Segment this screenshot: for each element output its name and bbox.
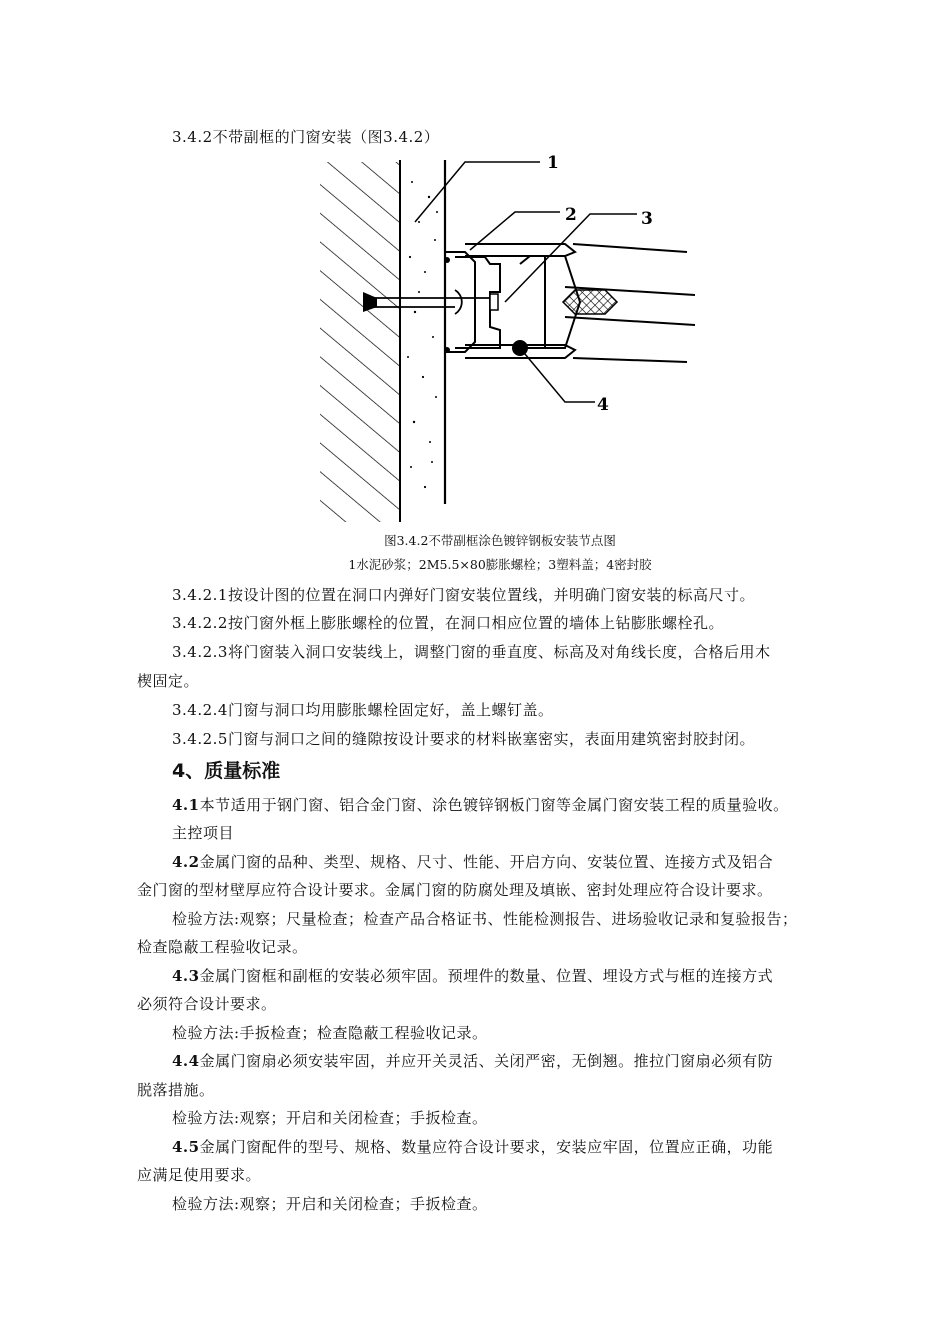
figure-legend: 1水泥砂浆；2M5.5×80膨胀螺栓；3塑料盖；4密封胶 <box>348 557 652 572</box>
para-41-text: 本节适用于钢门窗、铝合金门窗、涂色镀锌钢板门窗等金属门窗安装工程的质量验收。 <box>199 796 789 814</box>
para-43-line1: 金属门窗框和副框的安装必须牢固。预埋件的数量、位置、埋设方式与框的连接方式 <box>199 967 774 985</box>
para-44-line1: 金属门窗扇必须安装牢固，并应开关灵活、关闭严密，无倒翘。推拉门窗扇必须有防 <box>199 1052 774 1070</box>
figure-caption: 图3.4.2不带副框涂色镀锌钢板安装节点图 <box>384 533 616 548</box>
para-41-number: 4.1 <box>172 796 200 814</box>
para-45-line1: 金属门窗配件的型号、规格、数量应符合设计要求，安装应牢固，位置应正确，功能 <box>199 1138 774 1156</box>
para-42 <box>172 852 773 872</box>
callout-3: 3 <box>641 209 653 229</box>
sealant-dot-top <box>444 257 450 263</box>
sealant-dot-bottom <box>444 347 450 353</box>
bolt-cap <box>455 290 462 314</box>
step-3423-cont: 楔固定。 <box>137 672 200 690</box>
para-45 <box>172 1137 773 1157</box>
section-4-heading: 4、质量标准 <box>172 760 281 782</box>
step-3423: 3.4.2.3将门窗装入洞口安装线上，调整门窗的垂直度、标高及对角线长度，合格后用木 <box>172 643 771 661</box>
para-45-check: 检验方法:观察；开启和关闭检查；手扳检查。 <box>172 1195 488 1213</box>
callout-2: 2 <box>565 205 577 225</box>
para-42-check1: 检验方法:观察；尺量检查；检查产品合格证书、性能检测报告、进场验收记录和复验报告； <box>172 910 798 928</box>
para-45-number: 4.5 <box>172 1138 200 1156</box>
step-3425: 3.4.2.5门窗与洞口之间的缝隙按设计要求的材料嵌塞密实，表面用建筑密封胶封闭。 <box>172 730 755 748</box>
step-3422: 3.4.2.2按门窗外框上膨胀螺栓的位置，在洞口相应位置的墙体上钻膨胀螺栓孔。 <box>172 614 724 632</box>
para-45-line2: 应满足使用要求。 <box>137 1166 262 1184</box>
step-3424: 3.4.2.4门窗与洞口均用膨胀螺栓固定好，盖上螺钉盖。 <box>172 701 554 719</box>
mortar-dots <box>407 181 438 488</box>
para-42-check2: 检查隐蔽工程验收记录。 <box>137 938 308 956</box>
para-44-check: 检验方法:观察；开启和关闭检查；手扳检查。 <box>172 1109 488 1127</box>
glass-seal <box>563 290 617 314</box>
para-42-line1: 金属门窗的品种、类型、规格、尺寸、性能、开启方向、安装位置、连接方式及铝合 <box>199 853 774 871</box>
para-43-line2: 必须符合设计要求。 <box>137 995 277 1013</box>
para-43-number: 4.3 <box>172 967 200 985</box>
wall-hatch <box>320 162 400 522</box>
main-items-label: 主控项目 <box>172 824 235 842</box>
installation-node-drawing <box>315 152 695 524</box>
para-44-line2: 脱落措施。 <box>137 1081 215 1099</box>
para-42-line2: 金门窗的型材壁厚应符合设计要求。金属门窗的防腐处理及填嵌、密封处理应符合设计要求。 <box>137 881 773 899</box>
leader-lines <box>415 162 637 402</box>
para-43 <box>172 966 773 986</box>
plastic-cap <box>490 294 498 310</box>
para-43-check: 检验方法:手扳检查；检查隐蔽工程验收记录。 <box>172 1024 488 1042</box>
para-44 <box>172 1051 773 1071</box>
para-42-number: 4.2 <box>172 853 200 871</box>
section-342-title: 3.4.2不带副框的门窗安装（图3.4.2） <box>172 128 440 146</box>
para-44-number: 4.4 <box>172 1052 200 1070</box>
para-41 <box>172 795 789 815</box>
callout-1: 1 <box>547 153 559 173</box>
callout-4: 4 <box>597 395 609 415</box>
step-3421: 3.4.2.1按设计图的位置在洞口内弹好门窗安装位置线，并明确门窗安装的标高尺寸。 <box>172 586 755 604</box>
